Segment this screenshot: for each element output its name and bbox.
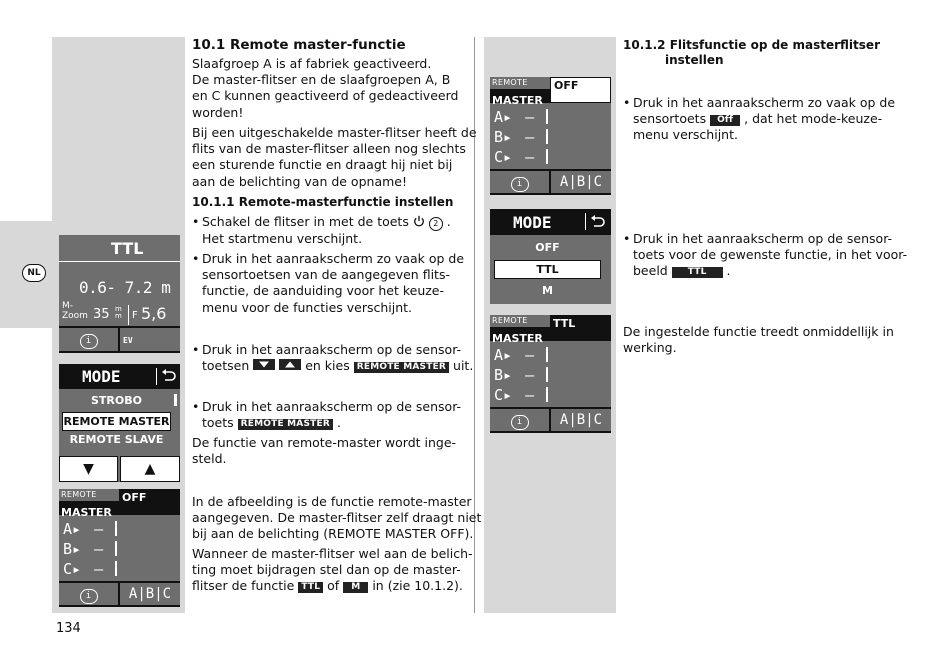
group-select-button[interactable]: [551, 171, 611, 193]
group-separator: [115, 521, 117, 536]
bullet-2: [623, 231, 908, 280]
text-line: worden!: [192, 104, 244, 120]
text-line: of: [327, 578, 340, 594]
paragraph-1: [192, 56, 458, 121]
group-value: —: [525, 148, 535, 166]
master-label-bar: [59, 501, 119, 519]
info-icon: i: [511, 415, 529, 430]
group-row-c[interactable]: [494, 386, 548, 404]
group-row-a[interactable]: [494, 108, 548, 126]
group-label: B▸: [494, 366, 513, 384]
text-line: in (zie 10.1.2).: [372, 578, 463, 594]
group-separator: [546, 109, 548, 124]
group-row-b[interactable]: [63, 540, 117, 558]
text-line: , dat het mode-keuze-: [744, 111, 883, 127]
arrow-up-key-icon: [279, 359, 301, 370]
abc-label: A|B|C: [128, 586, 172, 602]
text-line: menu verschijnt.: [633, 127, 738, 143]
mode-label: TTL: [111, 239, 144, 258]
master-state: OFF: [554, 79, 579, 92]
zoom-label: [62, 301, 88, 321]
text-line: Druk in het aanraakscherm op de sensor-: [202, 399, 462, 414]
text-line: .: [446, 214, 451, 229]
text-line: functie, de aanduiding voor het keuze-: [202, 283, 444, 299]
group-value: —: [525, 346, 535, 364]
text-line: uit.: [453, 358, 474, 374]
bullet-dot: •: [623, 231, 631, 246]
power-icon: [413, 215, 425, 227]
mode-title: MODE: [513, 213, 552, 232]
page-number: 134: [56, 621, 81, 636]
mode-option-ttl[interactable]: TTL: [494, 260, 601, 279]
group-label: A▸: [494, 346, 513, 364]
text-line: Bij een uitgeschakelde master-flitser heeft de: [192, 125, 477, 140]
mode-menu-screen: [59, 364, 180, 482]
aperture-value: 5,6: [141, 304, 167, 323]
text-line: aan de belichting van de opname!: [192, 173, 407, 189]
group-value: —: [525, 128, 535, 146]
group-row-a[interactable]: [494, 346, 548, 364]
bullet-dot: •: [192, 251, 200, 266]
text-line: De ingestelde functie treedt onmiddellijk in: [623, 324, 894, 339]
heading-line: instellen: [665, 53, 724, 67]
text-line: menu voor de functies verschijnt.: [202, 299, 413, 315]
remote-master-off-screen: [490, 77, 611, 195]
ttl-start-screen: [59, 235, 180, 353]
heading-line: 10.1.2 Flitsfunctie op de masterflitser: [623, 38, 880, 52]
bullet-dot: •: [192, 399, 200, 414]
group-separator: [546, 129, 548, 144]
text-line: De master-flitser en de slaafgroepen A, B: [192, 72, 451, 88]
text-line: toets voor de gewenste functie, in het voor-: [633, 247, 908, 263]
text-line: flits van de master-flitser alleen nog slechts: [192, 141, 466, 157]
mode-header[interactable]: [59, 235, 180, 262]
aperture-label: F: [132, 310, 138, 321]
scrollbar[interactable]: [174, 394, 177, 406]
abc-label: A|B|C: [559, 412, 603, 428]
mode-title: MODE: [82, 367, 121, 386]
info-icon: i: [80, 589, 98, 604]
info-button[interactable]: [490, 409, 549, 431]
group-value: —: [94, 560, 104, 578]
range-display: 0.6- 7.2 m: [79, 278, 171, 297]
mode-option-remote-master[interactable]: REMOTE MASTER: [62, 412, 171, 431]
info-button[interactable]: [59, 328, 118, 351]
group-value: —: [525, 366, 535, 384]
text-line: en C kunnen geactiveerd of gedeactiveerd: [192, 88, 459, 104]
group-label: C▸: [494, 386, 513, 404]
mode-title-bar: [59, 364, 180, 389]
remote-master-chip: REMOTE MASTER: [354, 362, 449, 373]
remote-master-chip: REMOTE MASTER: [238, 419, 333, 430]
text-line: Schakel de flitser in met de toets: [202, 214, 409, 229]
group-value: —: [94, 540, 104, 558]
master-state-bar[interactable]: [119, 489, 180, 515]
bullet-1: [192, 214, 472, 247]
value-divider: [128, 305, 129, 325]
mode-option-remote-slave[interactable]: REMOTE SLAVE: [69, 433, 164, 446]
group-separator: [546, 367, 548, 382]
text-line: Druk in het aanraakscherm op de sensor-: [633, 231, 893, 246]
back-separator: [585, 213, 586, 230]
ev-label: EV: [123, 336, 133, 345]
ev-button[interactable]: [120, 328, 180, 351]
paragraph-3: [192, 494, 481, 543]
group-row-b[interactable]: [494, 366, 548, 384]
text-line: en kies: [305, 358, 350, 374]
group-separator: [115, 561, 117, 576]
group-label: B▸: [63, 540, 82, 558]
master-state: OFF: [122, 491, 147, 504]
bullet-dot: •: [192, 214, 200, 229]
mode-option-strobo[interactable]: STROBO: [91, 394, 142, 407]
remote-label: REMOTE: [492, 78, 528, 87]
bullet-dot: •: [192, 342, 200, 357]
subsection-heading: 10.1.1 Remote-masterfunctie instellen: [192, 195, 454, 209]
text-line: .: [726, 263, 731, 279]
nav-button-row: [59, 454, 180, 482]
button-row: [490, 169, 611, 195]
text-line: Het startmenu verschijnt.: [202, 231, 363, 246]
bullet-3: [192, 342, 472, 374]
mode-select-screen: [490, 209, 611, 304]
remote-label: REMOTE: [492, 316, 528, 325]
mm-unit: m m: [115, 305, 122, 320]
back-icon[interactable]: [160, 367, 176, 385]
text-line: toetsen: [202, 358, 250, 374]
remote-label: REMOTE: [61, 490, 97, 499]
text-line: sensortoetsen van de aangegeven flits-: [202, 267, 450, 283]
abc-label: A|B|C: [559, 174, 603, 190]
ttl-chip: TTL: [672, 267, 723, 278]
group-separator: [546, 347, 548, 362]
mode-option-m[interactable]: M: [542, 284, 553, 297]
text-line: Wanneer de master-flitser wel aan de belich-: [192, 546, 473, 561]
group-label: B▸: [494, 128, 513, 146]
chevron-up-icon: ▲: [144, 461, 156, 477]
text-line: een sturende functie en draagt hij niet bij: [192, 157, 453, 173]
master-label-bar: [490, 89, 550, 107]
text-line: flitser de functie: [192, 578, 295, 594]
section-heading: [623, 38, 880, 68]
group-row-c[interactable]: [63, 560, 117, 578]
text-line: sensortoets: [633, 111, 707, 127]
button-row: [59, 581, 180, 607]
final-text: [623, 324, 894, 356]
group-select-button[interactable]: [120, 583, 180, 605]
group-row-a[interactable]: [63, 520, 117, 538]
m-chip: M: [343, 582, 368, 593]
key-2-icon: 2: [429, 217, 443, 231]
bullet-4: [192, 399, 472, 431]
master-label: MASTER: [492, 332, 543, 345]
info-button[interactable]: [59, 583, 118, 605]
info-icon: i: [80, 334, 98, 349]
info-icon: i: [511, 177, 529, 192]
text-line: werking.: [623, 340, 677, 356]
group-value: —: [525, 386, 535, 404]
off-chip: Off: [710, 115, 740, 126]
bullet-dot: •: [623, 95, 631, 110]
text-line: Druk in het aanraakscherm zo vaak op de: [202, 251, 465, 266]
scroll-up-button[interactable]: [120, 456, 180, 482]
result-text: [192, 435, 456, 467]
master-label: MASTER: [61, 506, 112, 519]
group-row-c[interactable]: [494, 148, 548, 166]
text-line: .: [336, 415, 341, 431]
group-label: C▸: [494, 148, 513, 166]
mode-option-off[interactable]: OFF: [535, 241, 560, 254]
master-label: MASTER: [492, 94, 543, 107]
remote-master-ttl-screen: [490, 315, 611, 433]
group-label: A▸: [494, 108, 513, 126]
group-separator: [115, 541, 117, 556]
text-line: bij aan de belichting (REMOTE MASTER OFF).: [192, 526, 474, 542]
master-state-bar[interactable]: [550, 315, 611, 341]
master-state-bar[interactable]: [550, 77, 611, 103]
text-line: toets: [202, 415, 234, 431]
group-value: —: [94, 520, 104, 538]
scroll-down-button[interactable]: [59, 456, 118, 482]
text-line: De functie van remote-master wordt inge-: [192, 435, 457, 450]
bullet-1: [623, 95, 898, 144]
remote-master-screen: [59, 489, 180, 607]
text-line: Slaafgroep A is af fabriek geactiveerd.: [192, 56, 432, 71]
chevron-down-icon: ▼: [83, 461, 94, 477]
zoom-label-line: M-: [62, 301, 74, 311]
text-line: In de afbeelding is de functie remote-master: [192, 494, 472, 509]
group-select-button[interactable]: [551, 409, 611, 431]
info-button[interactable]: [490, 171, 549, 193]
back-icon[interactable]: [589, 213, 605, 231]
bullet-2: [192, 251, 472, 316]
zoom-label-line: Zoom: [62, 311, 88, 321]
text-line: ting moet bijdragen stel dan op de master-: [192, 562, 461, 578]
section-heading: 10.1 Remote master-functie: [192, 37, 406, 53]
mode-title-bar: [490, 209, 611, 235]
group-label: A▸: [63, 520, 82, 538]
text-line: beeld: [633, 263, 668, 279]
master-state: TTL: [553, 317, 576, 330]
paragraph-4: [192, 546, 473, 595]
arrow-down-key-icon: [253, 359, 275, 370]
group-row-b[interactable]: [494, 128, 548, 146]
ttl-chip: TTL: [298, 582, 323, 593]
button-row: [59, 326, 180, 353]
text-line: aangegeven. De master-flitser zelf draagt niet: [192, 510, 482, 526]
language-badge: NL: [22, 264, 46, 282]
group-label: C▸: [63, 560, 82, 578]
text-line: Druk in het aanraakscherm zo vaak op de: [633, 95, 896, 110]
group-separator: [546, 387, 548, 402]
master-label-bar: [490, 327, 550, 345]
group-separator: [546, 149, 548, 164]
group-value: —: [525, 108, 535, 126]
paragraph-2: [192, 125, 477, 190]
back-separator: [156, 368, 157, 385]
zoom-value: 35: [93, 307, 110, 322]
text-line: Druk in het aanraakscherm op de sensor-: [202, 342, 462, 357]
button-row: [490, 407, 611, 433]
text-line: steld.: [192, 451, 227, 467]
